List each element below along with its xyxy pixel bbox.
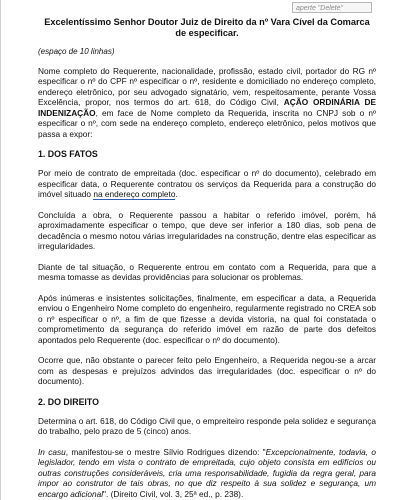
facts-paragraph-1	[38, 168, 376, 200]
title-line-1: Excelentíssimo Senhor Doutor Juiz de Direito da nº Vara Cível da Comarca	[44, 17, 370, 27]
law-p2-mid: , manifestou-se o mestre Sílvio Rodrigues dizendo: "	[65, 446, 266, 457]
in-casu: In casu	[38, 446, 66, 457]
law-p2-end: ". (Direito Civil, vol. 3, 25ª ed., p. 238).	[103, 488, 244, 499]
law-paragraph-1: Determina o art. 618, do Código Civil que, o empreiteiro responde pela solidez e segurança do trabalho, pelo prazo de 5 (cinco) anos.	[38, 415, 376, 436]
action-name: AÇÃO ORDINÁRIA DE INDENIZAÇÃO	[38, 97, 376, 118]
title-line-2: de especificar.	[175, 28, 239, 38]
address-underlined: na endereço completo	[93, 189, 176, 199]
intro-text-1: Nome completo do Requerente, nacionalidade, profissão, estado civil, portador do RG nº especificar o nº do CPF nº especificar o nº, residente e domiciliado no endereço completo, endereço eletrônico, por seu advogado signatário, vem, respeitosamente, perante Vossa Excelência, propor, nos termos do art. 618, do Código Civil,	[38, 65, 376, 107]
delete-hint-box: aperte "Delete"	[292, 2, 372, 13]
intro-text-2: , em face de Nome completo da Requerida, inscrita no CNPJ sob o nº especificar o nº, com sede na endereço completo, endereço eletrônico, pelos motivos que passa a expor:	[38, 107, 376, 139]
section-heading-law: 2. DO DIREITO	[38, 396, 99, 407]
facts-paragraph-3: Diante de tal situação, o Requerente entrou em contato com a Requerida, para que a mesma tomasse as devidas providências para solucionar os problemas.	[38, 261, 376, 282]
facts-paragraph-4: Após inúmeras e insistentes solicitações, finalmente, em especificar a data, a Requerida enviou o Engenheiro Nome completo do engenheiro, regularmente registrado no CREA sob o nº especificar o nº, a fim de que fizesse a devida vistoria, na qual foi constatada o comprometimento da segurança do referido imóvel em razão de parte dos defeitos apontados pelo Requerente (doc. especificar o nº do documento).	[38, 292, 376, 345]
intro-paragraph	[38, 66, 376, 140]
facts-paragraph-5: Ocorre que, não obstante o parecer feito pelo Engenheiro, a Requerida negou-se a arcar com as despesas e prejuízos advindos das irregularidades (doc. especificar o nº do documento).	[38, 355, 376, 386]
section-heading-facts: 1. DOS FATOS	[38, 149, 98, 159]
document-title	[38, 17, 376, 39]
facts-paragraph-2: Concluída a obra, o Requerente passou a habitar o referido imóvel, porém, há aproximadamente especificar o tempo, que deve ser inferior a 180 dias, sob pena de decadência o mesmo notou várias irregularidades na construção, dentre elas especificar as irregularidades.	[38, 209, 376, 251]
facts-p1-text: Por meio de contrato de empreitada (doc. especificar o nº do documento), celebrado em especificar data, o Requerente contratou os serviços da Requerida para a construção do imóvel situado	[38, 168, 376, 199]
law-paragraph-2	[38, 447, 376, 500]
quote-text: Excepcionalmente, todavia, o legislador, tendo em vista o contrato de empreitada, cujo objeto consista em edifícios ou outras construções consideráveis, cria uma responsabilidade, fugidia da regra geral, para impor ao construtor de tais obras, no que diz respeito à sua solidez e segurança, um encargo adicional	[38, 446, 376, 499]
space-note: (espaço de 10 linhas)	[38, 47, 115, 56]
facts-p1-end: .	[175, 189, 178, 199]
